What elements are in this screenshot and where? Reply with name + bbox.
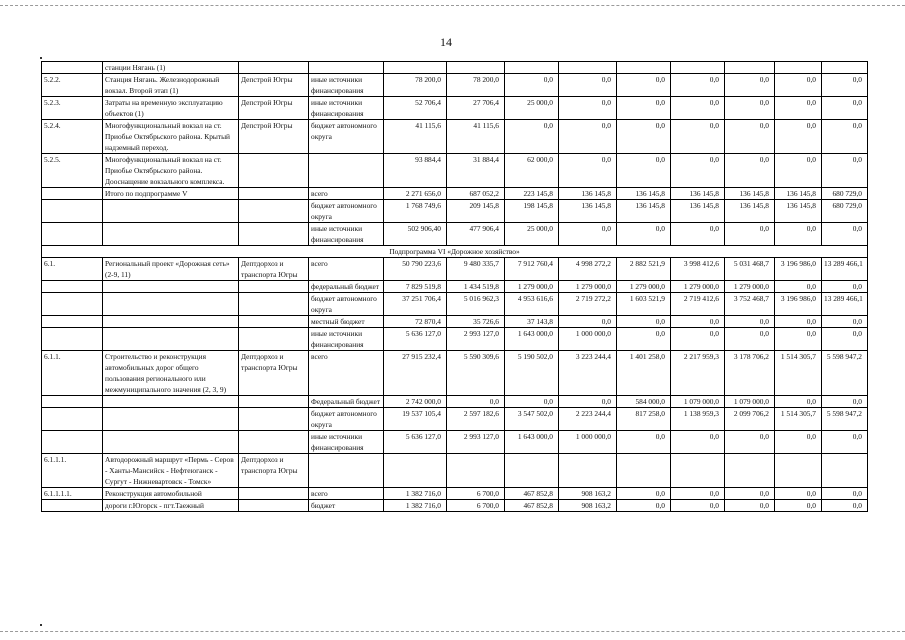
year-6-cell: 3 752 468,7 [725,293,775,316]
item-name-cell: Станция Нягань. Железнодорожный вокзал. Второй этап (1) [103,74,239,97]
funding-source-cell: бюджет автономного округа [309,120,384,154]
item-code-cell [42,62,103,74]
table-row [42,431,868,454]
funding-source-cell: всего [309,488,384,500]
executor-cell [239,293,309,316]
executor-cell [239,223,309,246]
year-1-cell: 2 993 127,0 [447,328,505,351]
year-1-cell: 78 200,0 [447,74,505,97]
item-name-cell [103,293,239,316]
executor-cell [239,188,309,200]
year-4-cell: 0,0 [617,431,671,454]
subprogram-header-row [42,246,868,258]
table-row [42,154,868,188]
item-code-cell: 6.1.1. [42,351,103,396]
table-row [42,328,868,351]
item-name-cell: дороги г.Югорск - пгт.Таежный [103,500,239,512]
year-7-cell: 1 514 305,7 [775,408,822,431]
year-5-cell: 0,0 [671,328,725,351]
total-cell [384,62,447,74]
year-5-cell: 2 217 959,3 [671,351,725,396]
executor-cell: Депстрой Югры [239,120,309,154]
year-4-cell: 817 258,0 [617,408,671,431]
year-6-cell: 2 099 706,2 [725,408,775,431]
year-2-cell: 223 145,8 [505,188,559,200]
year-1-cell: 31 884,4 [447,154,505,188]
year-5-cell: 0,0 [671,154,725,188]
item-name-cell: Реконструкция автомобильной [103,488,239,500]
total-cell: 27 915 232,4 [384,351,447,396]
year-8-cell: 680 729,0 [822,188,868,200]
year-8-cell: 0,0 [822,154,868,188]
year-2-cell: 467 852,8 [505,488,559,500]
year-6-cell: 0,0 [725,488,775,500]
funding-source-cell: всего [309,351,384,396]
year-1-cell: 6 700,0 [447,500,505,512]
executor-cell [239,396,309,408]
table-row [42,396,868,408]
year-6-cell: 5 031 468,7 [725,258,775,281]
year-1-cell: 6 700,0 [447,488,505,500]
year-3-cell: 136 145,8 [559,188,617,200]
item-code-cell: 5.2.5. [42,154,103,188]
table-row [42,408,868,431]
item-code-cell [42,223,103,246]
executor-cell: Дептдорхоз и транспорта Югры [239,351,309,396]
item-code-cell [42,188,103,200]
year-6-cell: 0,0 [725,120,775,154]
item-code-cell [42,293,103,316]
year-7-cell: 0,0 [775,328,822,351]
year-1-cell: 5 590 309,6 [447,351,505,396]
year-2-cell: 0,0 [505,74,559,97]
item-name-cell: Строительство и реконструкция автомобильных дорог общего пользования регионального или межмуниципального значения (2, 3, 9) [103,351,239,396]
year-6-cell: 136 145,8 [725,200,775,223]
table-row [42,500,868,512]
year-7-cell: 136 145,8 [775,200,822,223]
year-4-cell: 0,0 [617,74,671,97]
total-cell: 78 200,0 [384,74,447,97]
table-row [42,351,868,396]
funding-source-cell: бюджет [309,500,384,512]
total-cell: 2 271 656,0 [384,188,447,200]
year-2-cell: 37 143,8 [505,316,559,328]
year-3-cell: 1 000 000,0 [559,431,617,454]
year-5-cell: 0,0 [671,97,725,120]
table-row [42,281,868,293]
item-code-cell [42,281,103,293]
item-code-cell [42,500,103,512]
year-3-cell [559,454,617,488]
year-2-cell: 0,0 [505,120,559,154]
year-4-cell: 0,0 [617,223,671,246]
margin-mark [40,624,42,626]
scan-bottom-edge [0,631,905,632]
year-4-cell: 0,0 [617,488,671,500]
year-8-cell [822,454,868,488]
item-name-cell: Затраты на временную эксплуатацию объектов (1) [103,97,239,120]
year-7-cell: 136 145,8 [775,188,822,200]
year-4-cell: 584 000,0 [617,396,671,408]
year-5-cell: 136 145,8 [671,200,725,223]
executor-cell: Дептдорхоз и транспорта Югры [239,258,309,281]
total-cell [384,454,447,488]
year-1-cell: 41 115,6 [447,120,505,154]
executor-cell [239,316,309,328]
table-row [42,454,868,488]
funding-source-cell: иные источники финансирования [309,74,384,97]
year-3-cell: 2 223 244,4 [559,408,617,431]
year-3-cell: 0,0 [559,154,617,188]
year-5-cell: 0,0 [671,431,725,454]
executor-cell [239,408,309,431]
total-cell: 19 537 105,4 [384,408,447,431]
year-6-cell [725,62,775,74]
year-3-cell: 4 998 272,2 [559,258,617,281]
year-6-cell: 1 079 000,0 [725,396,775,408]
funding-source-cell: иные источники финансирования [309,431,384,454]
year-2-cell: 3 547 502,0 [505,408,559,431]
year-1-cell: 209 145,8 [447,200,505,223]
year-2-cell: 467 852,8 [505,500,559,512]
year-4-cell: 1 401 258,0 [617,351,671,396]
year-3-cell: 0,0 [559,120,617,154]
year-2-cell [505,454,559,488]
year-7-cell: 0,0 [775,154,822,188]
table-row [42,293,868,316]
year-2-cell: 25 000,0 [505,97,559,120]
total-cell: 5 636 127,0 [384,431,447,454]
funding-source-cell: иные источники финансирования [309,328,384,351]
table-row [42,120,868,154]
table-row [42,200,868,223]
total-cell: 37 251 706,4 [384,293,447,316]
year-8-cell: 680 729,0 [822,200,868,223]
year-6-cell: 3 178 706,2 [725,351,775,396]
year-5-cell: 0,0 [671,488,725,500]
year-7-cell: 0,0 [775,431,822,454]
year-3-cell: 1 000 000,0 [559,328,617,351]
year-5-cell: 0,0 [671,316,725,328]
item-name-cell: станции Нягань (1) [103,62,239,74]
year-5-cell: 1 138 959,3 [671,408,725,431]
year-5-cell: 1 079 000,0 [671,396,725,408]
item-code-cell: 5.2.3. [42,97,103,120]
item-name-cell [103,396,239,408]
year-7-cell: 0,0 [775,316,822,328]
executor-cell: Депстрой Югры [239,74,309,97]
year-6-cell: 0,0 [725,74,775,97]
funding-source-cell: всего [309,258,384,281]
year-5-cell [671,454,725,488]
item-code-cell [42,200,103,223]
year-7-cell: 0,0 [775,97,822,120]
item-code-cell [42,431,103,454]
year-4-cell: 136 145,8 [617,200,671,223]
year-7-cell: 0,0 [775,281,822,293]
funding-source-cell: бюджет автономного округа [309,408,384,431]
total-cell: 5 636 127,0 [384,328,447,351]
year-4-cell: 0,0 [617,120,671,154]
total-cell: 50 790 223,6 [384,258,447,281]
item-code-cell [42,396,103,408]
funding-source-cell [309,62,384,74]
item-name-cell: Многофункциональный вокзал на ст. Приобье Октябрьского района. Дооснащение вокзального комплекса. [103,154,239,188]
executor-cell [239,431,309,454]
item-name-cell: Автодорожный маршрут «Пермь - Серов - Ханты-Мансийск - Нефтеюганск - Сургут - Нижневартовск - Томск» [103,454,239,488]
year-1-cell: 477 906,4 [447,223,505,246]
financing-table [41,61,868,512]
year-8-cell: 0,0 [822,97,868,120]
margin-mark [40,57,42,59]
funding-source-cell: бюджет автономного округа [309,200,384,223]
subprogram-title: Подпрограмма VI «Дорожное хозяйство» [42,246,868,258]
table-row [42,316,868,328]
total-cell: 1 382 716,0 [384,488,447,500]
year-4-cell: 0,0 [617,328,671,351]
table-row [42,62,868,74]
year-5-cell: 3 998 412,6 [671,258,725,281]
total-cell: 93 884,4 [384,154,447,188]
year-5-cell: 0,0 [671,223,725,246]
table-row [42,188,868,200]
year-4-cell: 1 279 000,0 [617,281,671,293]
year-8-cell: 0,0 [822,488,868,500]
year-1-cell: 0,0 [447,396,505,408]
year-5-cell [671,62,725,74]
year-5-cell: 2 719 412,6 [671,293,725,316]
item-code-cell: 6.1. [42,258,103,281]
year-8-cell: 0,0 [822,74,868,97]
year-8-cell: 0,0 [822,500,868,512]
item-code-cell: 6.1.1.1.1. [42,488,103,500]
total-cell: 41 115,6 [384,120,447,154]
item-name-cell: Итого по подпрограмме V [103,188,239,200]
funding-source-cell: Федеральный бюджет [309,396,384,408]
year-2-cell: 7 912 760,4 [505,258,559,281]
year-2-cell [505,62,559,74]
item-name-cell [103,316,239,328]
year-3-cell: 0,0 [559,396,617,408]
year-2-cell: 1 643 000,0 [505,431,559,454]
year-2-cell: 1 279 000,0 [505,281,559,293]
year-8-cell: 0,0 [822,281,868,293]
funding-source-cell: иные источники финансирования [309,97,384,120]
year-7-cell: 0,0 [775,488,822,500]
year-8-cell: 0,0 [822,120,868,154]
year-4-cell: 0,0 [617,97,671,120]
year-6-cell: 0,0 [725,328,775,351]
year-6-cell: 0,0 [725,154,775,188]
item-name-cell [103,223,239,246]
year-8-cell: 5 598 947,2 [822,408,868,431]
table-row [42,258,868,281]
year-3-cell: 3 223 244,4 [559,351,617,396]
year-8-cell: 0,0 [822,223,868,246]
table-row [42,223,868,246]
item-code-cell: 5.2.2. [42,74,103,97]
year-2-cell: 62 000,0 [505,154,559,188]
year-3-cell: 0,0 [559,316,617,328]
year-7-cell: 0,0 [775,120,822,154]
year-6-cell [725,454,775,488]
year-6-cell: 0,0 [725,500,775,512]
year-8-cell: 5 598 947,2 [822,351,868,396]
year-8-cell [822,62,868,74]
year-6-cell: 0,0 [725,431,775,454]
year-7-cell: 3 196 986,0 [775,258,822,281]
item-code-cell [42,316,103,328]
year-4-cell: 2 882 521,9 [617,258,671,281]
total-cell: 72 870,4 [384,316,447,328]
year-6-cell: 0,0 [725,316,775,328]
year-8-cell: 0,0 [822,431,868,454]
year-3-cell: 908 163,2 [559,488,617,500]
year-1-cell: 2 597 182,6 [447,408,505,431]
year-3-cell: 908 163,2 [559,500,617,512]
item-name-cell: Многофункциональный вокзал на ст. Приобье Октябрьского района. Крытый надземный переход. [103,120,239,154]
year-6-cell: 0,0 [725,223,775,246]
year-7-cell: 0,0 [775,396,822,408]
year-1-cell: 35 726,6 [447,316,505,328]
year-7-cell: 3 196 986,0 [775,293,822,316]
year-1-cell: 9 480 335,7 [447,258,505,281]
year-1-cell [447,62,505,74]
year-4-cell: 0,0 [617,500,671,512]
year-1-cell: 687 052,2 [447,188,505,200]
year-8-cell: 13 289 466,1 [822,258,868,281]
year-6-cell: 136 145,8 [725,188,775,200]
year-8-cell: 0,0 [822,328,868,351]
table-row [42,74,868,97]
item-name-cell [103,281,239,293]
executor-cell: Депстрой Югры [239,97,309,120]
executor-cell [239,281,309,293]
total-cell: 502 906,40 [384,223,447,246]
table-row [42,488,868,500]
year-6-cell: 0,0 [725,97,775,120]
year-1-cell: 27 706,4 [447,97,505,120]
executor-cell [239,328,309,351]
executor-cell [239,154,309,188]
year-7-cell [775,454,822,488]
item-name-cell [103,328,239,351]
item-name-cell [103,408,239,431]
year-6-cell: 1 279 000,0 [725,281,775,293]
item-name-cell: Региональный проект «Дорожная сеть» (2-9, 11) [103,258,239,281]
year-3-cell: 0,0 [559,223,617,246]
year-5-cell: 0,0 [671,74,725,97]
year-5-cell: 1 279 000,0 [671,281,725,293]
executor-cell [239,200,309,223]
year-3-cell: 0,0 [559,97,617,120]
year-1-cell: 1 434 519,8 [447,281,505,293]
year-2-cell: 5 190 502,0 [505,351,559,396]
year-3-cell [559,62,617,74]
item-code-cell [42,328,103,351]
executor-cell [239,62,309,74]
year-7-cell: 1 514 305,7 [775,351,822,396]
executor-cell: Дептдорхоз и транспорта Югры [239,454,309,488]
year-5-cell: 0,0 [671,500,725,512]
total-cell: 2 742 000,0 [384,396,447,408]
total-cell: 7 829 519,8 [384,281,447,293]
year-7-cell: 0,0 [775,223,822,246]
year-4-cell: 136 145,8 [617,188,671,200]
year-4-cell: 0,0 [617,154,671,188]
item-code-cell: 6.1.1.1. [42,454,103,488]
year-3-cell: 0,0 [559,74,617,97]
funding-source-cell: иные источники финансирования [309,223,384,246]
year-2-cell: 0,0 [505,396,559,408]
year-8-cell: 0,0 [822,316,868,328]
funding-source-cell [309,154,384,188]
year-1-cell: 2 993 127,0 [447,431,505,454]
funding-source-cell: местный бюджет [309,316,384,328]
year-2-cell: 25 000,0 [505,223,559,246]
item-name-cell [103,200,239,223]
year-4-cell: 1 603 521,9 [617,293,671,316]
year-3-cell: 2 719 272,2 [559,293,617,316]
year-2-cell: 4 953 616,6 [505,293,559,316]
year-4-cell: 0,0 [617,316,671,328]
table-row [42,97,868,120]
funding-source-cell [309,454,384,488]
executor-cell [239,488,309,500]
executor-cell [239,500,309,512]
total-cell: 1 768 749,6 [384,200,447,223]
year-5-cell: 136 145,8 [671,188,725,200]
year-1-cell [447,454,505,488]
year-3-cell: 1 279 000,0 [559,281,617,293]
total-cell: 52 706,4 [384,97,447,120]
item-code-cell: 5.2.4. [42,120,103,154]
year-1-cell: 5 016 962,3 [447,293,505,316]
year-5-cell: 0,0 [671,120,725,154]
year-7-cell: 0,0 [775,74,822,97]
page-number: 14 [440,35,452,49]
item-name-cell [103,431,239,454]
funding-source-cell: бюджет автономного округа [309,293,384,316]
funding-source-cell: всего [309,188,384,200]
year-3-cell: 136 145,8 [559,200,617,223]
year-4-cell [617,454,671,488]
year-7-cell [775,62,822,74]
item-code-cell [42,408,103,431]
year-2-cell: 198 145,8 [505,200,559,223]
year-2-cell: 1 643 000,0 [505,328,559,351]
funding-source-cell: федеральный бюджет [309,281,384,293]
year-8-cell: 13 289 466,1 [822,293,868,316]
year-7-cell: 0,0 [775,500,822,512]
total-cell: 1 382 716,0 [384,500,447,512]
scan-top-edge [0,5,905,6]
year-4-cell [617,62,671,74]
year-8-cell: 0,0 [822,396,868,408]
